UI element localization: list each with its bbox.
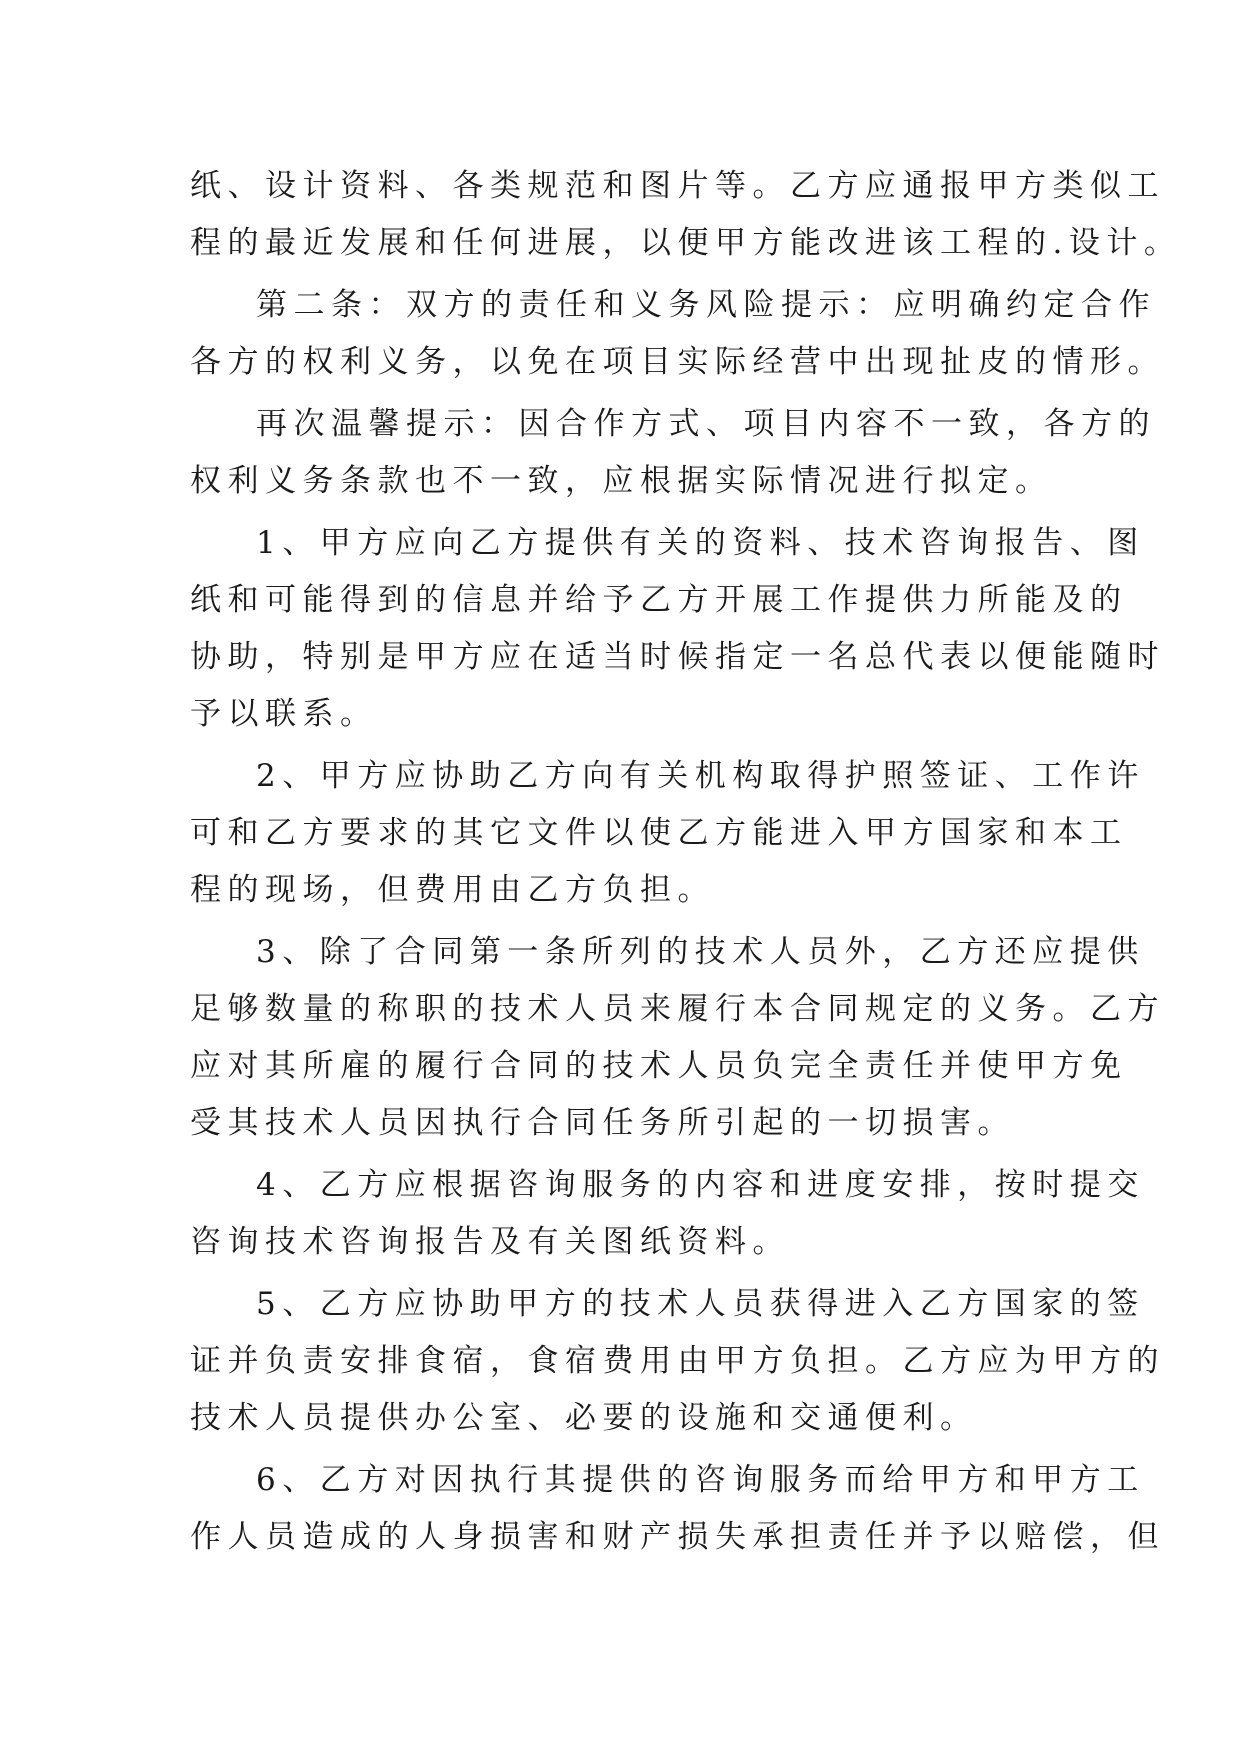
- paragraph-item-2: [190, 748, 1145, 919]
- text-line: 4、乙方应根据咨询服务的内容和进度安排，按时提交: [256, 1167, 1145, 1203]
- text-line: 足够数量的称职的技术人员来履行本合同规定的义务。乙方: [190, 991, 1165, 1027]
- text-line: 权利义务条款也不一致，应根据实际情况进行拟定。: [190, 463, 1053, 499]
- text-line: 予以联系。: [190, 696, 378, 732]
- text-line: 6、乙方对因执行其提供的咨询服务而给甲方和甲方工: [256, 1462, 1145, 1498]
- text-line: 纸、设计资料、各类规范和图片等。乙方应通报甲方类似工: [190, 168, 1165, 204]
- text-line: 协助，特别是甲方应在适当时候指定一名总代表以便能随时: [190, 639, 1165, 675]
- text-line: 咨询技术咨询报告及有关图纸资料。: [190, 1224, 790, 1260]
- paragraph-item-1: [190, 515, 1165, 743]
- paragraph-reminder: [190, 396, 1156, 510]
- text-line: 第二条：双方的责任和义务风险提示：应明确约定合作: [256, 287, 1156, 323]
- text-line: 纸和可能得到的信息并给予乙方开展工作提供力所能及的: [190, 582, 1128, 618]
- paragraph-article-two: [190, 277, 1165, 391]
- paragraph-item-4: [190, 1157, 1145, 1271]
- text-line: 各方的权利义务，以免在项目实际经营中出现扯皮的情形。: [190, 344, 1165, 380]
- document-body: [190, 158, 1182, 1571]
- text-line: 技术人员提供办公室、必要的设施和交通便利。: [190, 1400, 978, 1436]
- text-line: 5、乙方应协助甲方的技术人员获得进入乙方国家的签: [256, 1286, 1145, 1322]
- paragraph-item-3: [190, 924, 1165, 1152]
- text-line: 受其技术人员因执行合同任务所引起的一切损害。: [190, 1105, 1015, 1141]
- paragraph-item-5: [190, 1276, 1165, 1447]
- text-line: 程的现场，但费用由乙方负担。: [190, 872, 715, 908]
- text-line: 2、甲方应协助乙方向有关机构取得护照签证、工作许: [256, 758, 1145, 794]
- text-line: 程的最近发展和任何进展，以便甲方能改进该工程的.设计。: [190, 225, 1182, 261]
- text-line: 再次温馨提示：因合作方式、项目内容不一致，各方的: [256, 406, 1156, 442]
- text-line: 3、除了合同第一条所列的技术人员外，乙方还应提供: [256, 934, 1145, 970]
- text-line: 作人员造成的人身损害和财产损失承担责任并予以赔偿，但: [190, 1519, 1165, 1555]
- text-line: 可和乙方要求的其它文件以使乙方能进入甲方国家和本工: [190, 815, 1128, 851]
- paragraph-item-6: [190, 1452, 1165, 1566]
- paragraph-continuation: [190, 158, 1182, 272]
- text-line: 证并负责安排食宿，食宿费用由甲方负担。乙方应为甲方的: [190, 1343, 1165, 1379]
- text-line: 1、甲方应向乙方提供有关的资料、技术咨询报告、图: [256, 525, 1145, 561]
- text-line: 应对其所雇的履行合同的技术人员负完全责任并使甲方免: [190, 1048, 1128, 1084]
